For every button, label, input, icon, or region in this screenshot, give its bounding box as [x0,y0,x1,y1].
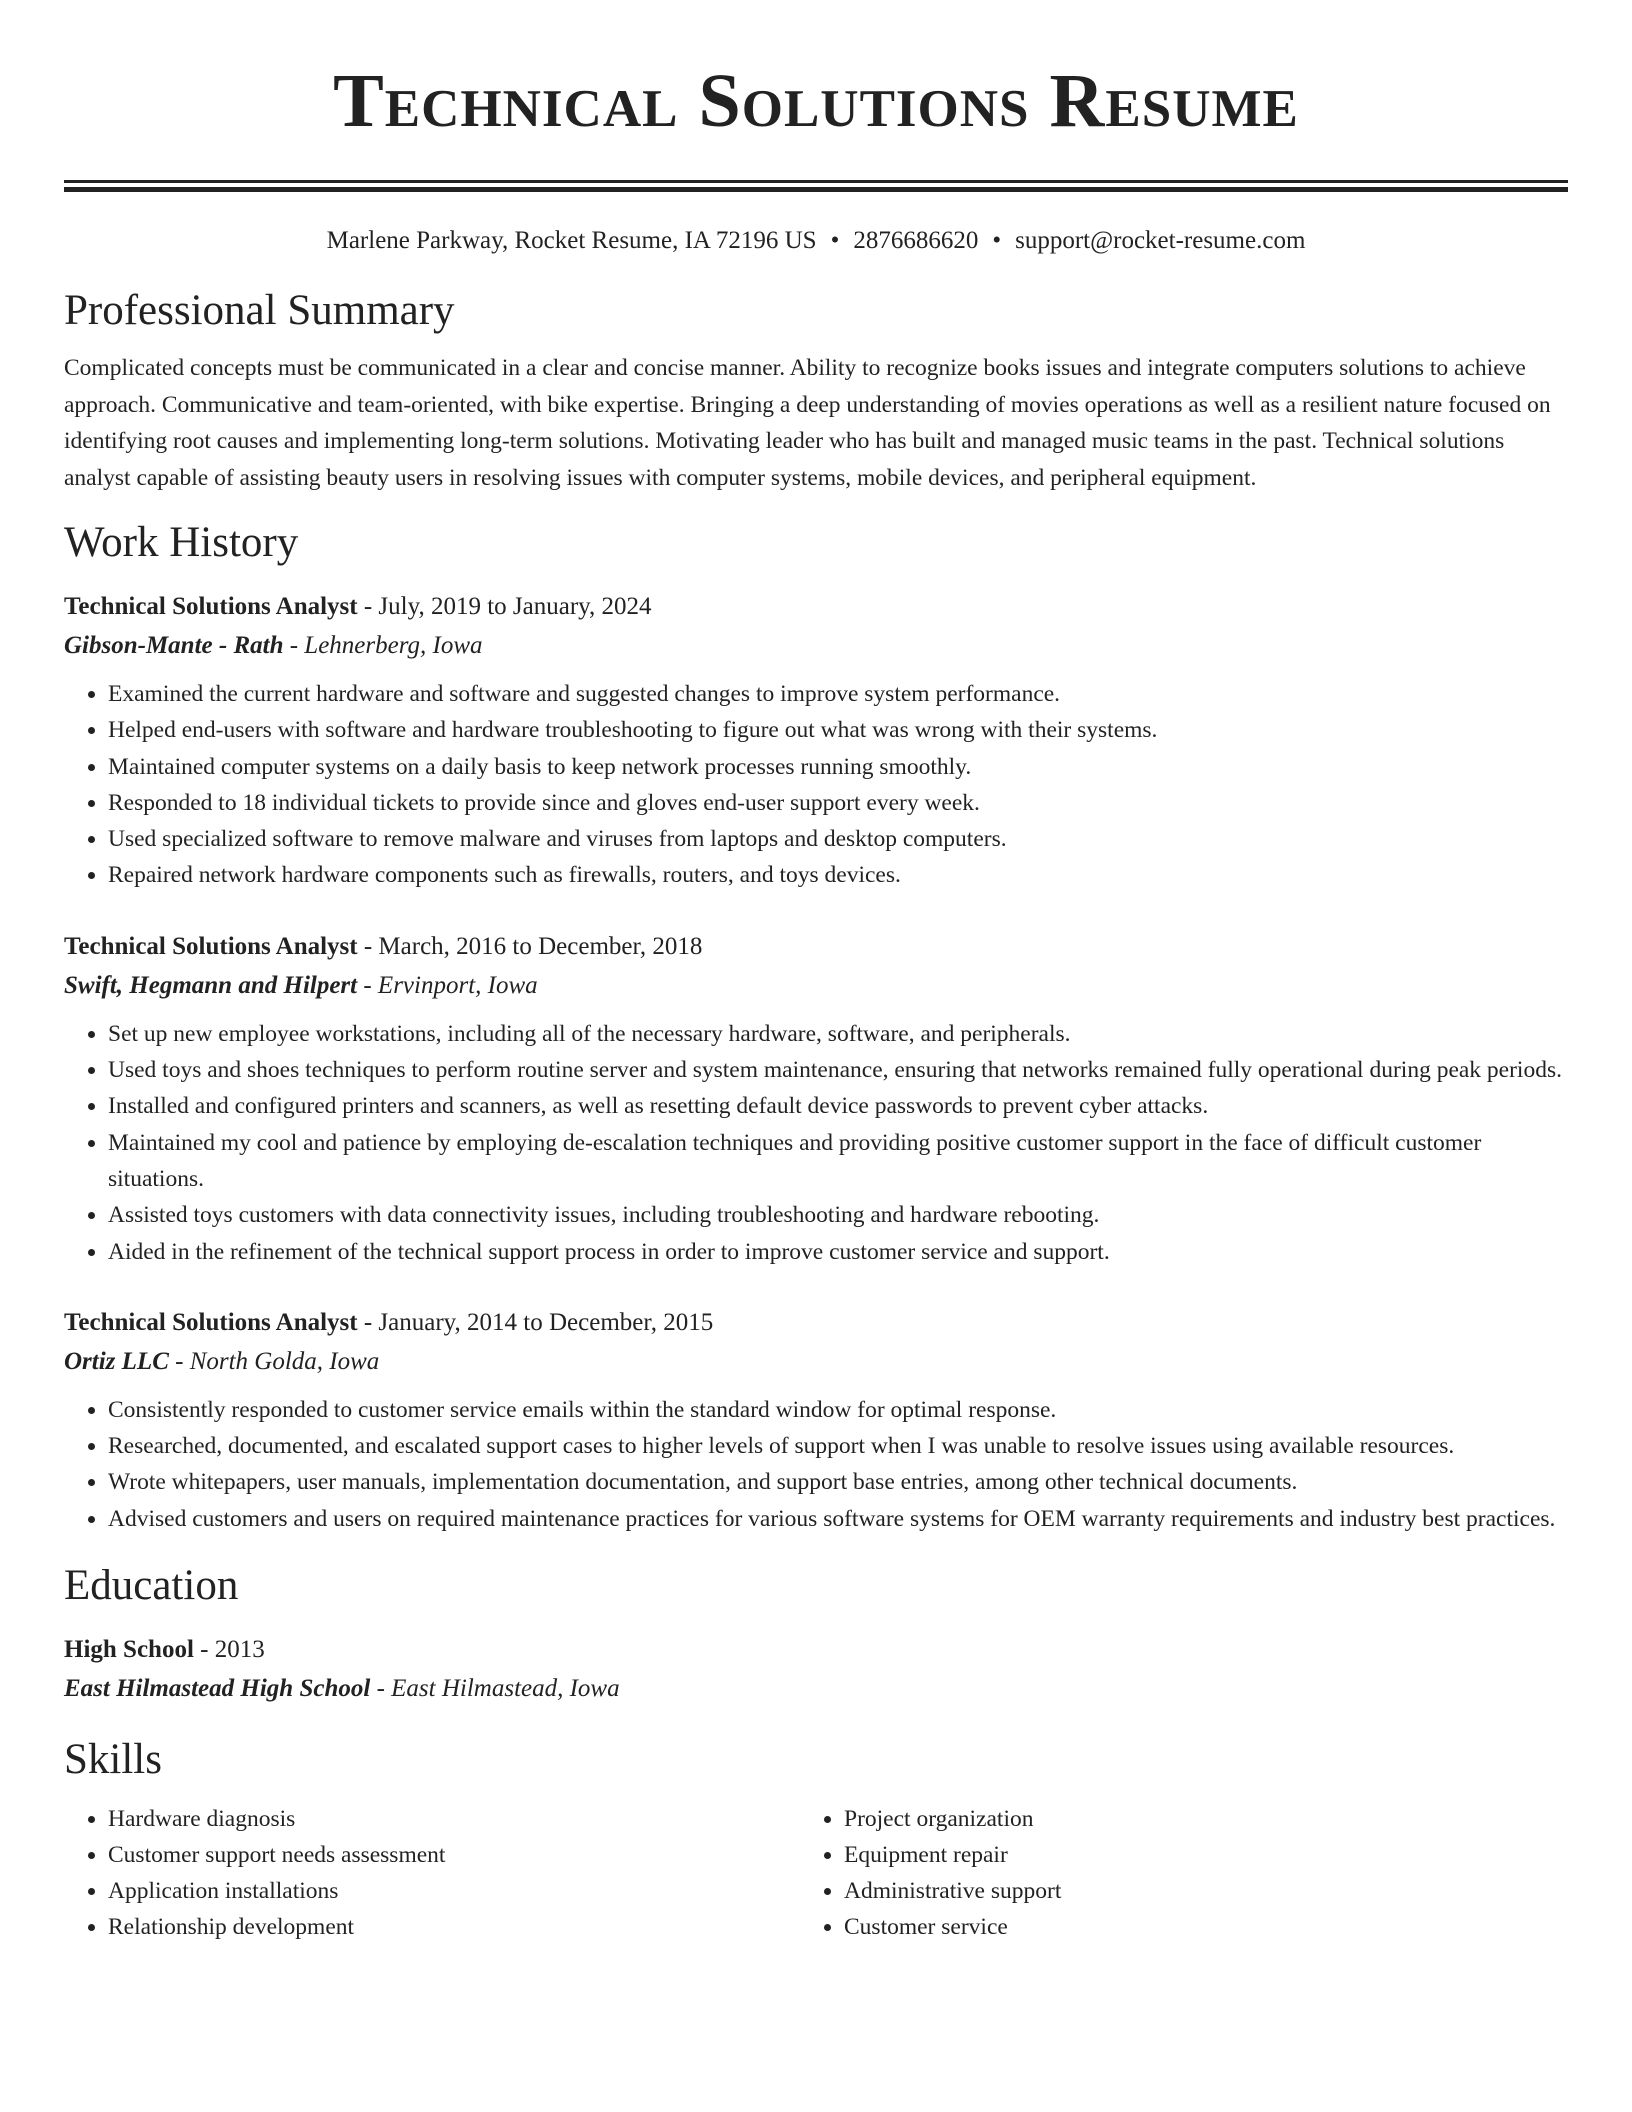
skills-list [64,1801,1568,1945]
job-dates: - July, 2019 to January, 2024 [357,593,652,620]
summary-text: Complicated concepts must be communicated in a clear and concise manner. Ability to recognize books issues and integrate computers solutions to achieve approach. Communicative and team-oriented, with bike expertise. Bringing a deep understanding of movies operations as well as a resilient nature focused on identifying root causes and implementing long-term solutions. Motivating leader who has built and managed music teams in the past. Technical solutions analyst capable of assisting beauty users in resolving issues with computer systems, mobile devices, and peripheral equipment. [64,355,1551,491]
list-item: • Examined the current hardware and software and suggested changes to improve system performance. [108,676,1568,712]
skills-column-right [764,1801,1464,1945]
list-item: • Hardware diagnosis [108,1801,764,1837]
contact-line [64,224,1568,258]
contact-separator: • [992,227,1002,254]
job-company: Gibson-Mante - Rath [64,632,284,659]
job-title-line [64,588,1568,626]
education-school: East Hilmastead High School [64,1675,371,1703]
list-item: • Repaired network hardware components such as firewalls, routers, and toys devices. [108,857,1568,893]
job-entry [64,588,1568,894]
job-title: Technical Solutions Analyst [64,593,358,620]
list-item: • Application installations [108,1873,764,1909]
list-item: • Aided in the refinement of the technical support process in order to improve customer service and support. [108,1234,1568,1270]
contact-address: Marlene Parkway, Rocket Resume, IA 72196 US [326,227,817,254]
job-bullets [64,1392,1568,1537]
list-item: • Maintained computer systems on a daily basis to keep network processes running smoothly. [108,749,1568,785]
contact-phone: 2876686620 [853,227,979,254]
job-company: Swift, Hegmann and Hilpert [64,971,358,999]
section-heading-summary: Professional Summary [64,287,455,334]
section-heading-skills: Skills [64,1736,162,1784]
list-item: • Relationship development [108,1909,764,1945]
job-org-line [64,966,1568,1006]
resume-title: Technical Solutions Resume [333,59,1299,143]
list-item: • Helped end-users with software and hardware troubleshooting to figure out what was wrong with their systems. [108,712,1568,748]
list-item: • Customer service [844,1909,1464,1945]
job-title-line [64,928,1568,966]
list-item: • Responded to 18 individual tickets to provide since and gloves end-user support every week. [108,785,1568,821]
list-item: • Advised customers and users on required maintenance practices for various software systems for OEM warranty requirements and industry best practices. [108,1501,1568,1537]
list-item: • Used specialized software to remove malware and viruses from laptops and desktop computers. [108,821,1568,857]
job-company: Ortiz LLC [64,1347,169,1375]
job-bullets [64,1016,1568,1270]
list-item: • Used toys and shoes techniques to perform routine server and system maintenance, ensuring that networks remained fully operational during peak periods. [108,1052,1568,1088]
job-title-line [64,1304,1568,1342]
job-location: - Lehnerberg, Iowa [283,632,483,659]
list-item: • Set up new employee workstations, including all of the necessary hardware, software, and peripherals. [108,1016,1568,1052]
list-item: • Administrative support [844,1873,1464,1909]
job-org-line [64,626,1568,666]
list-item: • Assisted toys customers with data connectivity issues, including troubleshooting and hardware rebooting. [108,1197,1568,1233]
skills-column-left [64,1801,764,1945]
job-org-line [64,1342,1568,1382]
job-title: Technical Solutions Analyst [64,932,358,960]
list-item: • Customer support needs assessment [108,1837,764,1873]
job-location: - North Golda, Iowa [168,1347,380,1375]
list-item: • Researched, documented, and escalated support cases to higher levels of support when I was unable to resolve issues using available resources. [108,1428,1568,1464]
job-dates: - January, 2014 to December, 2015 [357,1308,714,1336]
job-title: Technical Solutions Analyst [64,1308,358,1336]
education-year: - 2013 [193,1636,265,1664]
job-dates: - March, 2016 to December, 2018 [357,932,703,960]
list-item: • Maintained my cool and patience by employing de-escalation techniques and providing positive customer support in the face of difficult customer situations. [108,1125,1568,1198]
section-heading-education: Education [64,1562,239,1610]
job-entry [64,1304,1568,1537]
contact-email: support@rocket-resume.com [1015,227,1306,254]
job-location: - Ervinport, Iowa [357,971,538,999]
education-school-line [64,1669,1568,1709]
list-item: • Equipment repair [844,1837,1464,1873]
education-degree: High School [64,1636,194,1664]
contact-separator: • [830,227,840,254]
list-item: • Consistently responded to customer service emails within the standard window for optimal response. [108,1392,1568,1428]
education-degree-line [64,1631,1568,1669]
list-item: • Project organization [844,1801,1464,1837]
list-item: • Installed and configured printers and scanners, as well as resetting default device passwords to prevent cyber attacks. [108,1088,1568,1124]
job-bullets [64,676,1568,894]
section-heading-work-history: Work History [64,519,299,566]
job-entry [64,928,1568,1270]
title-divider [64,180,1568,192]
education-entry [64,1631,1568,1709]
list-item: • Wrote whitepapers, user manuals, implementation documentation, and support base entries, among other technical documents. [108,1464,1568,1500]
education-location: - East Hilmastead, Iowa [370,1675,620,1703]
